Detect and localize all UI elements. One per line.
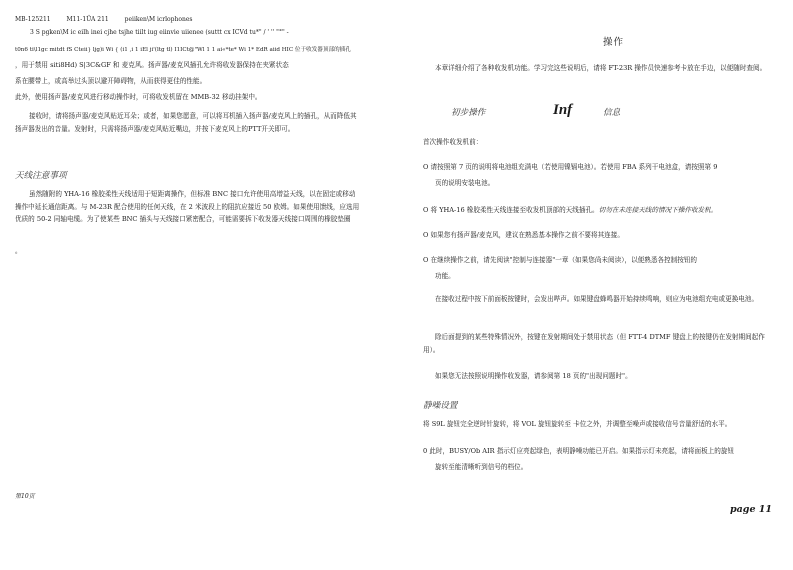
header-garble: peiiken\M icrlophones — [124, 16, 193, 23]
left-page-number: 第10页 — [15, 493, 35, 500]
left-page — [0, 0, 396, 570]
stray-dot: 。 — [15, 247, 22, 255]
trouble-paragraph: 如果您无法按照说明操作收发器，请参阅第 18 页的"出现问题时"。 — [435, 372, 632, 380]
chapter-title: 操作 — [603, 37, 625, 48]
header-code: MB-125211 — [15, 16, 51, 23]
right-page-number: page 11 — [730, 504, 773, 515]
step-1-cont: 页的说明安装电池。 — [435, 179, 495, 187]
step-2-text: O 将 YHA-16 橡胶柔性天线连接至收发机顶部的天线插孔。 — [423, 206, 599, 214]
right-page — [397, 0, 793, 570]
step-2-warning: 切勿在未连接天线的情况下操作收发机。 — [598, 206, 718, 214]
antenna-heading: 天线注意事项 — [15, 171, 67, 181]
step-1: O 请按照第 7 页的说明将电池组充满电（若使用镍镉电池）。若使用 FBA 系列干电池盒，请按照第 9 — [423, 163, 718, 171]
intro-paragraph: 本章详细介绍了各种收发机功能。学习完这些说明后，请将 FT-23R 操作员快速参考卡放在手边，以便随时查阅。 — [435, 64, 767, 72]
garbled-line-1: 3 S pgken\M ic eilh inei cjhe tsjhe tiilt iug eiinvie uiienee (suttt cx ICVd tu*" / ' '' "°" - — [30, 29, 289, 36]
body-line-3: ，用于禁用 siti8Hd) S|3C&GF 和 麦克风。扬声器/麦克风插孔允许将收发器保持在夹紧状态 — [15, 61, 289, 69]
step-4-cont: 功能。 — [435, 272, 455, 280]
body-line-5: 此外，使用扬声器/麦克风进行移动操作时，可将收发机留在 MMB-32 移动挂架中。 — [15, 93, 262, 101]
ptt-paragraph: 除后面提到的某些特殊情况外，按键在发射期间处于禁用状态（但 FTT-4 DTMF 键盘上的按键仍在发射期间起作用）。 — [423, 333, 765, 354]
squelch-heading: 静噪设置 — [423, 401, 458, 411]
body-line-4: 系在腰带上，或高举过头顶以避开障碍物，从而获得更佳的性能。 — [15, 77, 207, 85]
before-use-label: 首次操作收发机前： — [423, 138, 483, 146]
step-3: O 如果您有扬声器/麦克风，建议在熟悉基本操作之前不要将其连接。 — [423, 231, 624, 239]
info-heading-roman: Inf — [553, 102, 573, 118]
garbled-line-2: t0n6 ti\l1gc mitdt fS Cteii} ljg)i Wi { (i1 ,i 1 iEl ji'(ltg tl) I1ICt@"Wl 1 1 ai«*te* Wi 1* EdR aiid HIC 位于收发器顶部的插孔 — [15, 47, 351, 53]
beep-paragraph: 在接收过程中按下前面板按键时，会发出哔声。如果键盘蜂鸣器开始持续鸣响，则应为电池组充电或更换电池。 — [435, 295, 759, 303]
header-model: M11-1ÜA 211 — [66, 16, 109, 23]
initial-operation-heading: 初步操作 — [451, 108, 486, 118]
squelch-step-2: 0 此时，BUSY/Ob AIR 指示灯应亮起绿色，表明静噪功能已开启。如果指示灯未亮起，请将面板上的旋钮 — [423, 447, 735, 455]
squelch-step-2-cont: 旋转至能清晰听到信号的档位。 — [435, 463, 528, 471]
squelch-step-1: 将 S9L 旋钮完全逆时针旋转，将 VOL 旋钮旋转至 卡位之外，并调整至噪声或接收信号音量舒适的水平。 — [423, 420, 732, 428]
info-heading: 信息 — [603, 108, 621, 118]
antenna-paragraph: 虽然随附的 YHA-16 橡胶柔性天线适用于短距离操作，但标准 BNC 接口允许使用高增益天线，以在固定或移动操作中延长通信距离。与 M-23R 配合使用的任何天线，在 2 米波段上的阻抗应接近 50 欧姆。如果使用馈线，应选用优质的 50-2 同轴电缆。为了使某些 BNC 插头与天线接口紧密配合，可能需要拆下收发器天线接口周围的橡胶垫圈 — [15, 190, 360, 223]
header-line — [15, 16, 192, 24]
receive-paragraph: 接收时，请将扬声器/麦克风贴近耳朵；或者，如果您愿意，可以将耳机插入扬声器/麦克风上的插孔，从而降低其扬声器发出的音量。发射时，只需将扬声器/麦克风贴近嘴边，并按下麦克风上的PTT开关即可。 — [15, 112, 357, 133]
step-4: O 在继续操作之前，请先阅读"控制与连接器"一章（如果您尚未阅读），以便熟悉各控制按钮的 — [423, 256, 698, 264]
step-2 — [423, 206, 717, 215]
